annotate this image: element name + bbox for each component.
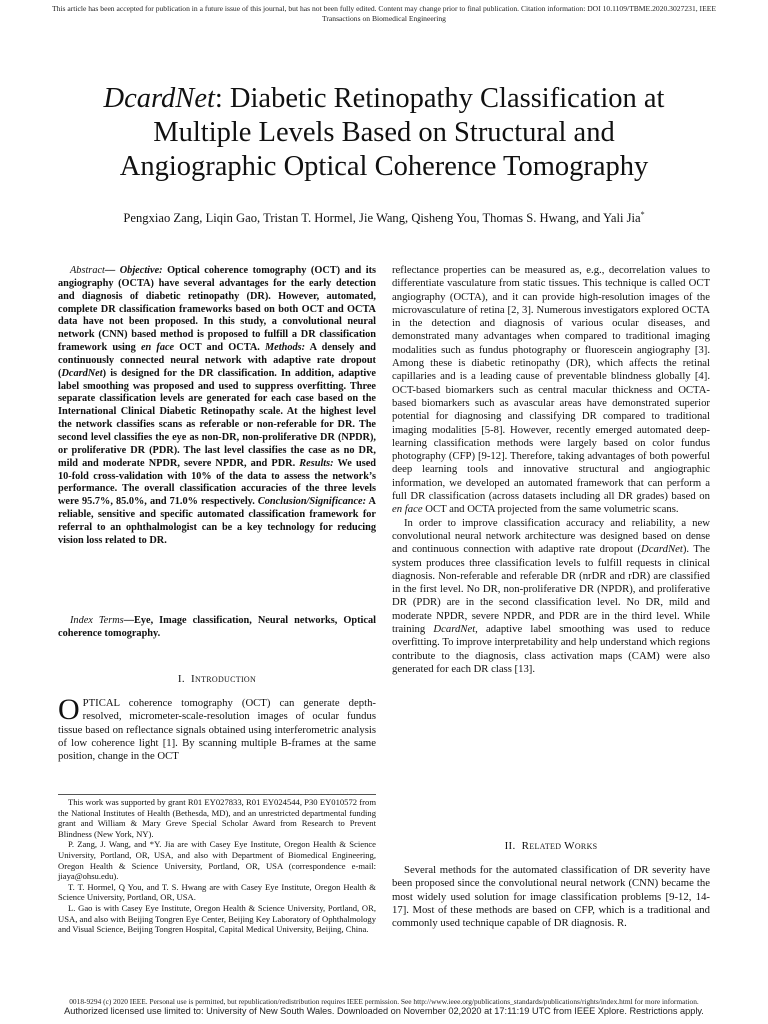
p2-text-b: ). The system produces three classification levels to fulfill requests in clinical diagnosis. Non-referable and referable DR (nrDR and rDR) are classified in the first level. No DR, non-proliferative DR (NPDR), and proliferative DR (PDR) are in the second classification level. No DR, mild and moderate NPDR, severe NPDR, and PDR are in the third level. While training [392,543,711,636]
conclusion-text: A reliable, sensitive and specific automated classification framework for referral to an ophthalmologist can be a key technology for reducing vision loss related to DR. [58,496,376,546]
abstract-lead: Abstract [70,265,105,276]
p1-text-a: reflectance properties can be measured as, e.g., decorrelation values to differentiate vasculature from static tissues. This technique is called OCT angiography (OCTA), and it can provide high-resolution images of the microvasculature of retina [2, 3]. Numerous investigators explored OCTA in the detection and diagnosis of various ocular diseases, and demonstrated many advantages when compared to traditional imaging modalities such as fundus photography or fluorescein angiography [3]. Among these is diabetic retinopathy (DR), which affects the retinal capillaries and is a leading cause of preventable blindness globally [4]. OCT-based biomarkers such as central macular thickness and OCTA-based biomarkers such as avascular areas have demonstrated superior potential for diagnosing and classifying DR compared to traditional imaging modalities [5-8]. However, recently emerged automated deep-learning classification methods were largely based on color fundus photography (CFP) [9-12]. Therefore, taking advantages of both powerful deep learning tools and innovative structural and angiographic information, we developed an automated framework that can perform a full DR classification (across datasets including all DR grades) based on [392,264,710,503]
results-label: Results: [299,457,334,469]
author-list [40,210,728,226]
abstract-dash: — [104,265,120,276]
intro-heading-text: Introduction [191,673,257,685]
index-terms [58,615,376,641]
p1-text-b: OCT and OCTA projected from the same volumetric scans. [422,503,679,516]
related-heading-text: Related Works [521,840,598,852]
p2-text-c: , adaptive label smoothing was used to reduce overfitting. To improve interpretability and help understand which regions contribute to the diagnosis, class activation maps (CAM) were also generated for each DR class [13]. [392,623,710,675]
footnotes [58,794,376,935]
license-footer: Authorized licensed use limited to: University of New South Wales. Downloaded on November 02,2020 at 17:11:19 UTC from IEEE Xplore. Restrictions apply. [64,1006,704,1016]
results-text: We used 10-fold cross-validation with 10% of the data to assess the network’s performance. The overall classification accuracies of the three levels were 95.7%, 85.0%, and 71.0% respectively. [58,457,376,508]
p2-italic-1: DcardNet [641,543,683,556]
p1-italic: en face [392,503,423,516]
index-terms-label: Index Terms [70,615,124,626]
methods-text-a: A densely and continuously connected neural network with adaptive rate dropout ( [58,342,377,379]
methods-text-b: ) is designed for the DR classification. In addition, adaptive label smoothing was proposed and used to suppress overfitting. Three separate classification levels are generated for each case based on the International Clinical Diabetic Retinopathy scale. At the highest level the network classifies scans as referable or non-referable for DR. The second level classifies the eye as non-DR, non-proliferative DR (NPDR), or proliferative DR (PDR). The last level classifies the case as no DR, mild and moderate NPDR, severe NPDR, and PDR. [58,367,376,469]
paper-title [60,82,708,184]
objective-text: Optical coherence tomography (OCT) and its angiography (OCTA) have several advantages for the early detection and diagnosis of diabetic retinopathy (DR). However, automated, complete DR classification frameworks based on both OCT and OCTA data have not been proposed. In this study, a convolutional neural network (CNN) based method is proposed to fulfill a DR classification framework using [58,265,377,354]
p2-italic-2: DcardNet [433,623,476,636]
conclusion-label: Conclusion/Significance: [257,496,367,508]
footnote-funding: This work was supported by grant R01 EY027833, R01 EY024544, P30 EY010572 from the National Institutes of Health (Bethesda, MD), and an unrestricted departmental funding grant and William & Mary Greve Special Scholar Award from Research to Prevent Blindness (New York, NY). [58,797,376,839]
objective-tail: OCT and OCTA. [174,342,266,354]
index-terms-text: —Eye, Image classification, Neural networks, Optical coherence tomography. [58,615,376,639]
right-paragraph-1 [392,264,710,517]
intro-heading [58,673,376,685]
methods-italic: DcardNet [61,367,103,379]
right-column-body [392,264,710,676]
intro-heading-num: I. [177,673,185,685]
related-works-heading [392,840,710,852]
copyright-footer: 0018-9294 (c) 2020 IEEE. Personal use is permitted, but republication/redistribution requires IEEE permission. See http://www.ieee.org/publications_standards/publications/rights/index.html for more information. [69,997,699,1006]
related-works-text: Several methods for the automated classification of DR severity have been proposed since the convolutional neural network (CNN) became the most widely used solution for image classification problems [9-12, 14-17]. Most of these methods are based on CFP, which is a traditional and commonly used technique capable of DR diagnosis. R. [392,864,710,930]
abstract [58,265,376,548]
footnote-affiliation-2: T. T. Hormel, Q You, and T. S. Hwang are with Casey Eye Institute, Oregon Health & Science University, Portland, OR, USA. [58,881,376,903]
authors-text: Pengxiao Zang, Liqin Gao, Tristan T. Hormel, Jie Wang, Qisheng You, Thomas S. Hwang, and Yali Jia [123,211,641,226]
p2-text-a: In order to improve classification accuracy and reliability, a new convolutional neural network architecture was designed based on dense and continuous connection with adaptive rate dropout ( [392,516,710,556]
title-line-2: Multiple Levels Based on Structural and [153,117,615,148]
title-line-3: Angiographic Optical Coherence Tomography [119,151,649,182]
related-heading-num: II. [504,840,516,852]
intro-text: PTICAL coherence tomography (OCT) can generate depth-resolved, micrometer-scale-resolution images of ocular fundus tissue based on reflectance signals obtained using interferometric analysis of low coherence light [1]. By scanning multiple B-frames at the same position, change in the OCT [58,697,376,763]
footnote-affiliation-3: L. Gao is with Casey Eye Institute, Oregon Health & Science University, Portland, OR, USA, and also with Beijing Tongren Eye Center, Beijing Key Laboratory of Ophthalmology and Visual Science, Beijing Tongren Hospital, Capital Medical University, Beijing, China. [58,902,376,935]
header-line-1: This article has been accepted for publication in a future issue of this journal, but has not been fully edited. Content may change prior to final publication. Citation information: DOI 10.1109/TBME.2020.3027231, IEEE [51,4,716,13]
intro-paragraph [58,693,376,763]
drop-cap: O [58,693,80,726]
header-line-2: Transactions on Biomedical Engineering [322,14,446,23]
authors-mark: * [640,210,645,219]
related-works-paragraph [392,864,710,930]
footnote-affiliation-1: P. Zang, J. Wang, and *Y. Jia are with Casey Eye Institute, Oregon Health & Science University, Portland, OR, USA, and also with Department of Biomedical Engineering, Oregon Health & Science University, Portland, OR, USA (correspondence e-mail: jiaya@ohsu.edu). [58,839,376,882]
objective-label: Objective: [119,265,163,276]
title-line-1: : Diabetic Retinopathy Classification at [214,83,665,114]
methods-label: Methods: [265,342,306,354]
right-paragraph-2 [392,517,710,677]
title-italic: DcardNet [103,83,215,114]
en-face-term: en face [140,342,175,354]
journal-header [0,4,768,24]
